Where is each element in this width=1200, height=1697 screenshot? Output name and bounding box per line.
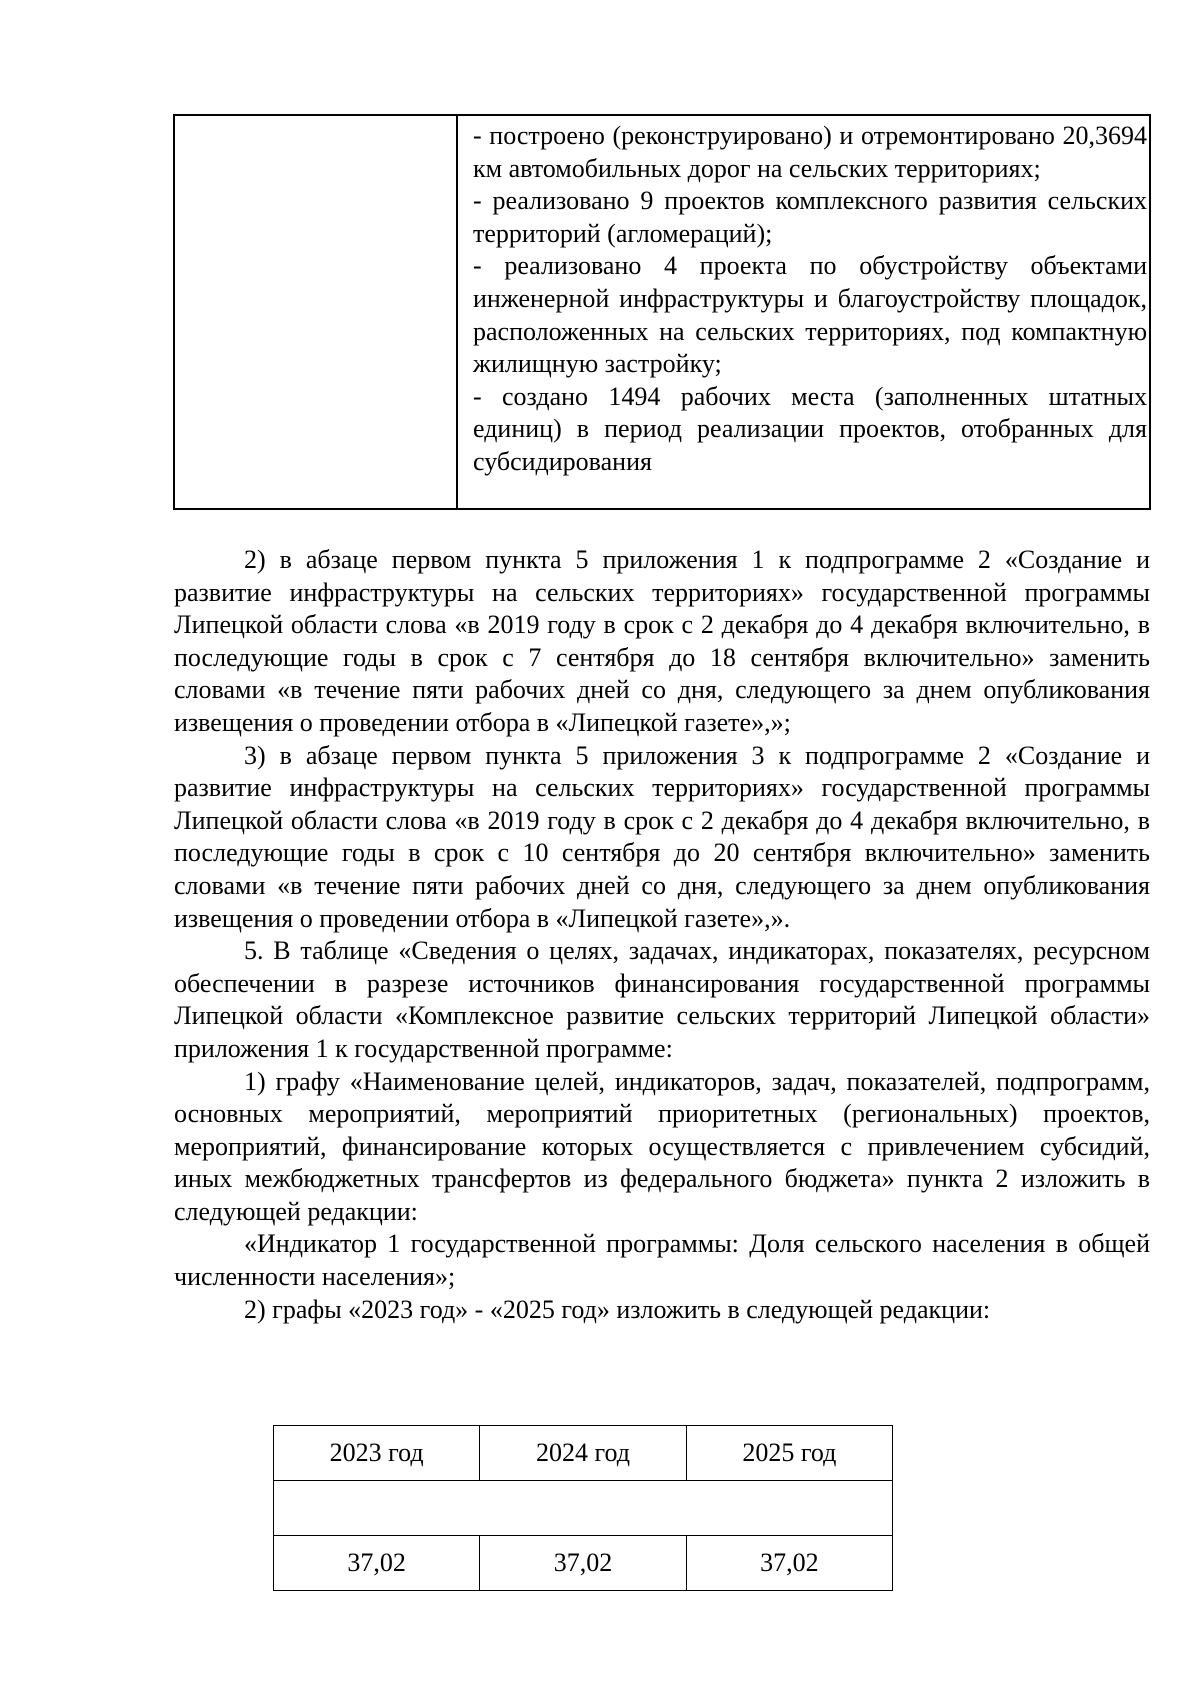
years-table	[273, 1425, 893, 1591]
paragraph-indicator: «Индикатор 1 государственной программы: Доля сельского населения в общей численности населения»;	[174, 1229, 1150, 1292]
table-header-row	[274, 1426, 893, 1481]
empty-merged-cell	[274, 1481, 893, 1536]
table-right-cell	[458, 116, 1149, 508]
value-cell-2025: 37,02	[686, 1536, 892, 1591]
paragraph-point-5: 5. В таблице «Сведения о целях, задачах, индикаторах, показателях, ресурсном обеспечении в разрезе источников финансирования государственной программы Липецкой области «Комплексное развитие сельских территорий Липецкой области» приложения 1 к государственной программе:	[174, 936, 1150, 1063]
header-cell-2025: 2025 год	[686, 1426, 892, 1481]
continuation-table	[173, 114, 1151, 510]
result-item: - построено (реконструировано) и отремонтировано 20,3694 км автомобильных дорог на сельских территориях;	[473, 121, 1147, 183]
table-empty-row	[274, 1481, 893, 1536]
result-item: - реализовано 9 проектов комплексного развития сельских территорий (агломераций);	[473, 186, 1147, 248]
result-item: - создано 1494 рабочих места (заполненных штатных единиц) в период реализации проектов, отобранных для субсидирования	[473, 381, 1147, 476]
header-cell-2024: 2024 год	[480, 1426, 686, 1481]
table-value-row	[274, 1536, 893, 1591]
paragraph-item-3: 3) в абзаце первом пункта 5 приложения 3 к подпрограмме 2 «Создание и развитие инфраструктуры на сельских территориях» государственной программы Липецкой области слова «в 2019 году в срок с 2 декабря до 4 декабря включительно, в последующие годы в срок с 10 сентября до 20 сентября включительно» заменить словами «в течение пяти рабочих дней со дня, следующего за днем опубликования извещения о проведении отбора в «Липецкой газете»,».	[174, 740, 1150, 933]
value-cell-2024: 37,02	[480, 1536, 686, 1591]
value-cell-2023: 37,02	[274, 1536, 480, 1591]
paragraph-item-2: 2) в абзаце первом пункта 5 приложения 1 к подпрограмме 2 «Создание и развитие инфраструктуры на сельских территориях» государственной программы Липецкой области слова «в 2019 году в срок с 2 декабря до 4 декабря включительно, в последующие годы в срок с 7 сентября до 18 сентября включительно» заменить словами «в течение пяти рабочих дней со дня, следующего за днем опубликования извещения о проведении отбора в «Липецкой газете»,»;	[174, 545, 1150, 737]
table-left-cell	[175, 116, 458, 508]
paragraph-subitem-2: 2) графы «2023 год» - «2025 год» изложить в следующей редакции:	[244, 1294, 991, 1324]
body-text	[174, 544, 1150, 1326]
paragraph-subitem-1: 1) графу «Наименование целей, индикаторов, задач, показателей, подпрограмм, основных мероприятий, мероприятий приоритетных (региональных) проектов, мероприятий, финансирование которых осуществляется с привлечением субсидий, иных межбюджетных трансфертов из федерального бюджета» пункта 2 изложить в следующей редакции:	[174, 1066, 1150, 1226]
result-item: - реализовано 4 проекта по обустройству объектами инженерной инфраструктуры и благоустройству площадок, расположенных на сельских территориях, под компактную жилищную застройку;	[473, 251, 1147, 379]
header-cell-2023: 2023 год	[274, 1426, 480, 1481]
